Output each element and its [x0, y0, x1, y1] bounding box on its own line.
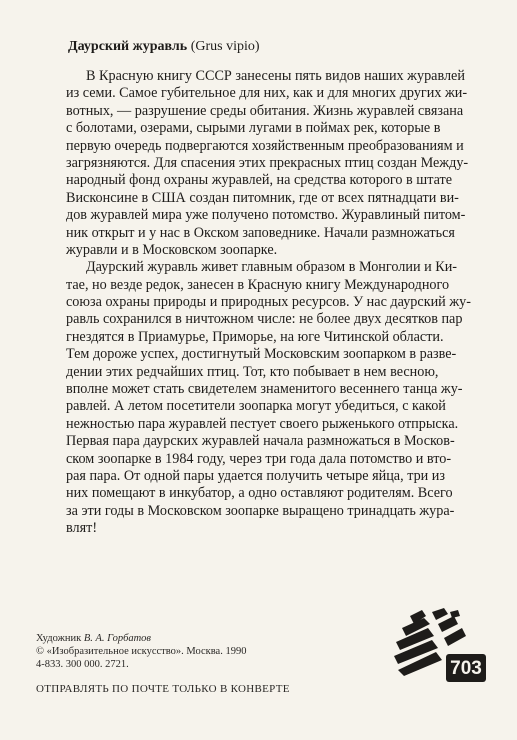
- zebra-logo-icon: [388, 606, 488, 686]
- body-line: нежностью пара журавлей пестует своего рыженького отпрыска.: [66, 415, 459, 432]
- body-line: Висконсине в США создан питомник, где от всех пятнадцати ви-: [66, 189, 459, 206]
- body-text: [66, 68, 484, 538]
- body-line: журавли и в Московском зоопарке.: [66, 241, 278, 258]
- body-line: народный фонд охраны журавлей, на средства которого в штате: [66, 172, 453, 189]
- artist-name: В. А. Горбатов: [83, 633, 151, 644]
- body-line: первую очередь подвергаются хозяйственным преобразованиям и: [66, 137, 464, 154]
- print-codes: 4-833. 300 000. 2721.: [36, 659, 129, 670]
- body-line: В Красную книгу СССР занесены пять видов наших журавлей: [86, 68, 465, 84]
- body-line: влят!: [66, 520, 98, 537]
- body-line: союза охраны природы и природных ресурсов. У нас даурский жу-: [66, 294, 471, 311]
- title-name: Даурский журавль: [68, 39, 188, 54]
- body-line: за эти годы в Московском зоопарке выращено тринадцать жура-: [66, 502, 455, 519]
- body-line: них помещают в инкубатор, а одно оставляют родителям. Всего: [66, 485, 453, 502]
- body-line: дов журавлей мира уже получено потомство. Журавлиный питом-: [66, 207, 466, 224]
- artist-credit: [36, 632, 246, 645]
- body-line: с болотами, озерами, сырыми лугами в поймах рек, которые в: [66, 120, 441, 137]
- body-line: равлей. А летом посетители зоопарка могут убедиться, с какой: [66, 398, 446, 415]
- logo-number: 703: [450, 658, 482, 679]
- body-line: вотных, — разрушение среды обитания. Жизнь журавлей связана: [66, 102, 464, 119]
- body-line: гнездятся в Приамурье, Приморье, на юге Читинской области.: [66, 328, 444, 345]
- body-line: тае, но везде редок, занесен в Красную книгу Международного: [66, 276, 450, 293]
- body-line: из семи. Самое губительное для них, как и для многих других жи-: [66, 85, 468, 102]
- body-line: равль сохранился в ничтожном числе: не более двух десятков пар: [66, 311, 463, 328]
- body-line: дении этих редчайших птиц. Тот, кто побывает в нем весною,: [66, 363, 439, 380]
- body-line: ник открыт и у нас в Окском заповеднике. Начали размножаться: [66, 224, 455, 241]
- title-latin: (Grus vipio): [190, 39, 260, 54]
- body-line: Тем дороже успех, достигнутый Московским зоопарком в разве-: [66, 346, 457, 363]
- body-line: вполне может стать свидетелем знаменитого весеннего танца жу-: [66, 381, 463, 398]
- body-line: Даурский журавль живет главным образом в Монголии и Ки-: [86, 259, 458, 276]
- body-line: загрязняются. Для спасения этих прекрасных птиц создан Между-: [66, 154, 469, 171]
- body-line: Первая пара даурских журавлей начала размножаться в Москов-: [66, 433, 455, 450]
- artist-label: Художник: [36, 633, 82, 644]
- body-line: ском зоопарке в 1984 году, через три года дала потомство и вто-: [66, 450, 452, 467]
- imprint: [36, 632, 246, 671]
- card-title: [68, 38, 260, 56]
- copyright-line: © «Изобразительное искусство». Москва. 1990: [36, 646, 247, 657]
- mail-instruction: ОТПРАВЛЯТЬ ПО ПОЧТЕ ТОЛЬКО В КОНВЕРТЕ: [36, 683, 290, 695]
- body-line: рая пара. От одной пары удается получить четыре яйца, три из: [66, 467, 446, 484]
